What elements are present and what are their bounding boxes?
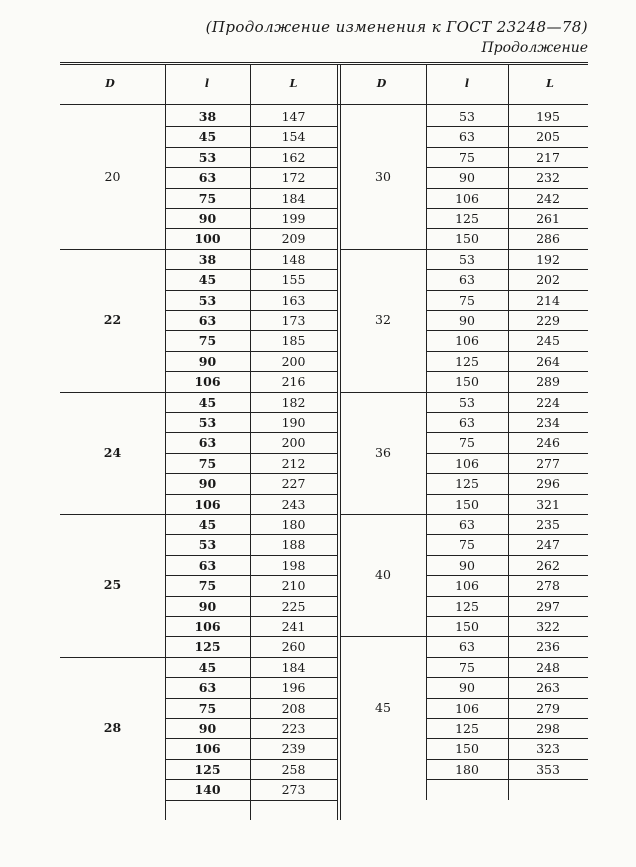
row-rule bbox=[165, 718, 337, 719]
cell-l-large: 217 bbox=[536, 149, 560, 165]
cell-l-small: 75 bbox=[459, 292, 475, 308]
row-rule bbox=[165, 432, 337, 433]
cell-l-large: 172 bbox=[281, 170, 306, 186]
cell-l-large: 321 bbox=[536, 496, 560, 512]
group-rule bbox=[60, 392, 165, 393]
cell-l-small: 45 bbox=[198, 129, 217, 145]
cell-l-small: 63 bbox=[198, 313, 217, 328]
cell-l-large: 322 bbox=[536, 619, 560, 634]
cell-l-large: 223 bbox=[281, 721, 306, 736]
cell-l-small: 90 bbox=[459, 313, 475, 328]
d-value-left: 20 bbox=[104, 169, 121, 185]
cell-l-large: 279 bbox=[536, 700, 560, 716]
row-rule bbox=[426, 718, 588, 719]
cell-l-large: 323 bbox=[536, 741, 560, 757]
row-rule bbox=[426, 412, 588, 413]
row-rule bbox=[426, 596, 588, 597]
cell-l-large: 163 bbox=[281, 292, 306, 308]
row-rule bbox=[426, 636, 588, 637]
header-l-large-left: L bbox=[289, 77, 298, 90]
cell-l-large: 264 bbox=[536, 353, 560, 369]
cell-l-large: 184 bbox=[281, 190, 306, 206]
row-rule bbox=[426, 677, 588, 678]
cell-l-large: 212 bbox=[281, 455, 306, 471]
cell-l-small: 75 bbox=[198, 190, 217, 206]
d-value-left: 25 bbox=[103, 577, 122, 593]
cell-l-large: 202 bbox=[536, 272, 560, 288]
cell-l-large: 297 bbox=[536, 598, 560, 614]
d-value-right: 30 bbox=[375, 169, 391, 185]
group-rule bbox=[340, 249, 426, 250]
cell-l-large: 209 bbox=[281, 231, 306, 247]
cell-l-small: 125 bbox=[194, 639, 221, 655]
cell-l-large: 239 bbox=[281, 741, 306, 757]
cell-l-small: 38 bbox=[198, 251, 217, 267]
row-rule bbox=[165, 188, 337, 189]
continued-label: Продолжение bbox=[481, 40, 588, 56]
cell-l-small: 150 bbox=[455, 496, 479, 512]
row-rule bbox=[426, 208, 588, 209]
row-rule bbox=[165, 657, 337, 658]
row-rule bbox=[426, 310, 588, 311]
d-value-right: 36 bbox=[375, 444, 391, 460]
row-rule bbox=[426, 759, 588, 760]
cell-l-small: 75 bbox=[459, 659, 475, 675]
row-rule bbox=[165, 228, 337, 229]
cell-l-large: 200 bbox=[281, 435, 306, 451]
top-rule bbox=[60, 62, 588, 63]
row-rule bbox=[426, 330, 588, 331]
d-value-right: 32 bbox=[375, 312, 391, 328]
cell-l-small: 106 bbox=[194, 374, 221, 390]
cell-l-small: 125 bbox=[455, 598, 479, 614]
cell-l-large: 199 bbox=[281, 211, 306, 226]
row-rule bbox=[426, 494, 588, 495]
cell-l-large: 182 bbox=[281, 394, 306, 410]
d-value-left: 22 bbox=[103, 312, 122, 328]
row-rule bbox=[426, 534, 588, 535]
cell-l-large: 232 bbox=[536, 170, 560, 186]
row-rule bbox=[165, 453, 337, 454]
d-value-right: 40 bbox=[375, 567, 391, 583]
cell-l-small: 100 bbox=[194, 231, 221, 247]
cell-l-small: 90 bbox=[198, 721, 217, 736]
row-rule bbox=[165, 167, 337, 168]
cell-l-large: 227 bbox=[281, 476, 306, 492]
cell-l-small: 90 bbox=[198, 476, 217, 492]
cell-l-small: 45 bbox=[198, 659, 217, 675]
d-value-left: 28 bbox=[103, 720, 122, 736]
cell-l-large: 192 bbox=[536, 251, 560, 267]
row-rule bbox=[426, 432, 588, 433]
cell-l-large: 353 bbox=[536, 761, 560, 777]
cell-l-large: 184 bbox=[281, 659, 306, 675]
row-rule bbox=[426, 167, 588, 168]
row-rule bbox=[165, 779, 337, 780]
row-rule bbox=[165, 494, 337, 495]
cell-l-small: 63 bbox=[198, 557, 217, 573]
row-rule bbox=[426, 657, 588, 658]
cell-l-small: 75 bbox=[198, 333, 217, 349]
cell-l-small: 53 bbox=[198, 292, 217, 308]
cell-l-small: 180 bbox=[455, 761, 479, 777]
row-rule bbox=[165, 636, 337, 637]
vrule-divider-a bbox=[337, 64, 338, 820]
cell-l-small: 53 bbox=[198, 149, 217, 165]
cell-l-small: 63 bbox=[459, 272, 475, 288]
cell-l-small: 53 bbox=[198, 415, 217, 430]
group-rule bbox=[60, 514, 165, 515]
cell-l-small: 106 bbox=[455, 700, 479, 716]
cell-l-large: 248 bbox=[536, 659, 560, 675]
cell-l-small: 53 bbox=[459, 251, 475, 267]
cell-l-small: 90 bbox=[198, 211, 217, 226]
row-rule bbox=[165, 698, 337, 699]
header-l-small-right: l bbox=[464, 77, 470, 90]
cell-l-small: 75 bbox=[198, 455, 217, 471]
cell-l-large: 263 bbox=[536, 680, 560, 696]
row-rule bbox=[426, 514, 588, 515]
row-rule bbox=[165, 208, 337, 209]
cell-l-large: 241 bbox=[281, 619, 306, 634]
cell-l-small: 53 bbox=[198, 537, 217, 553]
cell-l-small: 125 bbox=[194, 761, 221, 777]
row-rule bbox=[426, 779, 588, 780]
row-rule bbox=[165, 677, 337, 678]
cell-l-large: 242 bbox=[536, 190, 560, 206]
row-rule bbox=[426, 269, 588, 270]
cell-l-large: 208 bbox=[281, 700, 306, 716]
header-l-large-right: L bbox=[546, 77, 554, 90]
cell-l-large: 185 bbox=[281, 333, 306, 349]
cell-l-large: 188 bbox=[281, 537, 306, 553]
row-rule bbox=[165, 555, 337, 556]
row-rule bbox=[426, 575, 588, 576]
cell-l-small: 106 bbox=[455, 455, 479, 471]
row-rule bbox=[426, 473, 588, 474]
cell-l-small: 106 bbox=[455, 578, 479, 594]
cell-l-small: 106 bbox=[194, 741, 221, 757]
cell-l-small: 140 bbox=[194, 782, 221, 798]
cell-l-small: 90 bbox=[198, 598, 217, 614]
cell-l-small: 53 bbox=[459, 109, 475, 124]
row-rule bbox=[165, 759, 337, 760]
cell-l-large: 224 bbox=[536, 394, 560, 410]
row-rule bbox=[426, 616, 588, 617]
row-rule bbox=[165, 310, 337, 311]
cell-l-small: 106 bbox=[194, 496, 221, 512]
cell-l-small: 125 bbox=[455, 476, 479, 492]
cell-l-large: 296 bbox=[536, 476, 560, 492]
cell-l-large: 205 bbox=[536, 129, 560, 145]
cell-l-large: 278 bbox=[536, 578, 560, 594]
cell-l-large: 298 bbox=[536, 721, 560, 736]
cell-l-large: 190 bbox=[281, 415, 306, 430]
cell-l-large: 236 bbox=[536, 639, 560, 655]
cell-l-small: 75 bbox=[198, 578, 217, 594]
cell-l-small: 63 bbox=[459, 129, 475, 145]
cell-l-large: 234 bbox=[536, 415, 560, 430]
cell-l-large: 180 bbox=[281, 517, 306, 532]
row-rule bbox=[426, 126, 588, 127]
cell-l-small: 63 bbox=[198, 435, 217, 451]
cell-l-large: 260 bbox=[281, 639, 306, 655]
d-value-right: 45 bbox=[375, 699, 391, 715]
row-rule bbox=[426, 147, 588, 148]
row-rule bbox=[165, 738, 337, 739]
row-rule bbox=[165, 392, 337, 393]
cell-l-small: 63 bbox=[198, 170, 217, 186]
cell-l-small: 75 bbox=[198, 700, 217, 716]
cell-l-large: 258 bbox=[281, 761, 306, 777]
row-rule bbox=[165, 330, 337, 331]
cell-l-small: 45 bbox=[198, 517, 217, 532]
cell-l-large: 289 bbox=[536, 374, 560, 390]
cell-l-small: 75 bbox=[459, 435, 475, 451]
cell-l-large: 210 bbox=[281, 578, 306, 594]
cell-l-large: 200 bbox=[281, 353, 306, 369]
cell-l-large: 198 bbox=[281, 557, 306, 573]
row-rule bbox=[426, 392, 588, 393]
row-rule bbox=[165, 290, 337, 291]
cell-l-large: 229 bbox=[536, 313, 560, 328]
cell-l-large: 247 bbox=[536, 537, 560, 553]
cell-l-small: 63 bbox=[459, 415, 475, 430]
group-rule bbox=[60, 249, 165, 250]
row-rule bbox=[426, 290, 588, 291]
cell-l-large: 147 bbox=[281, 109, 306, 124]
cell-l-small: 45 bbox=[198, 272, 217, 288]
group-rule bbox=[340, 636, 426, 637]
cell-l-large: 214 bbox=[536, 292, 560, 308]
cell-l-large: 262 bbox=[536, 557, 560, 573]
cell-l-small: 150 bbox=[455, 231, 479, 247]
row-rule bbox=[165, 147, 337, 148]
cell-l-small: 63 bbox=[198, 680, 217, 696]
cell-l-small: 150 bbox=[455, 619, 479, 634]
cell-l-large: 277 bbox=[536, 455, 560, 471]
group-rule bbox=[340, 392, 426, 393]
cell-l-small: 45 bbox=[198, 394, 217, 410]
group-rule bbox=[60, 657, 165, 658]
row-rule bbox=[165, 249, 337, 250]
cell-l-large: 286 bbox=[536, 231, 560, 247]
cell-l-large: 261 bbox=[536, 211, 560, 226]
cell-l-small: 125 bbox=[455, 353, 479, 369]
d-value-left: 24 bbox=[103, 444, 122, 460]
cell-l-small: 90 bbox=[459, 680, 475, 696]
cell-l-large: 173 bbox=[281, 313, 306, 328]
row-rule bbox=[426, 249, 588, 250]
cell-l-large: 148 bbox=[281, 251, 306, 267]
row-rule bbox=[165, 351, 337, 352]
group-rule bbox=[340, 514, 426, 515]
row-rule bbox=[165, 473, 337, 474]
header-d-left: D bbox=[105, 77, 115, 90]
cell-l-small: 90 bbox=[198, 353, 217, 369]
cell-l-large: 225 bbox=[281, 598, 306, 614]
row-rule bbox=[165, 616, 337, 617]
row-rule bbox=[426, 453, 588, 454]
continuation-note: (Продолжение изменения к ГОСТ 23248—78) bbox=[205, 18, 588, 36]
cell-l-small: 150 bbox=[455, 374, 479, 390]
cell-l-small: 38 bbox=[198, 109, 217, 124]
cell-l-small: 63 bbox=[459, 517, 475, 532]
cell-l-large: 235 bbox=[536, 517, 560, 532]
cell-l-small: 90 bbox=[459, 557, 475, 573]
row-rule bbox=[165, 371, 337, 372]
header-l-small-left: l bbox=[204, 77, 210, 90]
row-rule bbox=[426, 228, 588, 229]
cell-l-small: 106 bbox=[455, 333, 479, 349]
header-d-right: D bbox=[376, 77, 387, 90]
row-rule bbox=[165, 596, 337, 597]
row-rule bbox=[426, 371, 588, 372]
row-rule bbox=[165, 800, 337, 801]
row-rule bbox=[426, 351, 588, 352]
row-rule bbox=[165, 534, 337, 535]
cell-l-small: 75 bbox=[459, 149, 475, 165]
cell-l-small: 125 bbox=[455, 721, 479, 736]
row-rule bbox=[426, 188, 588, 189]
cell-l-small: 150 bbox=[455, 741, 479, 757]
cell-l-small: 125 bbox=[455, 211, 479, 226]
cell-l-small: 63 bbox=[459, 639, 475, 655]
cell-l-small: 53 bbox=[459, 394, 475, 410]
row-rule bbox=[165, 412, 337, 413]
cell-l-large: 245 bbox=[536, 333, 560, 349]
cell-l-small: 75 bbox=[459, 537, 475, 553]
cell-l-large: 154 bbox=[281, 129, 306, 145]
row-rule bbox=[426, 555, 588, 556]
cell-l-small: 106 bbox=[455, 190, 479, 206]
cell-l-large: 246 bbox=[536, 435, 560, 451]
cell-l-large: 162 bbox=[281, 149, 306, 165]
row-rule bbox=[426, 738, 588, 739]
cell-l-small: 106 bbox=[194, 619, 221, 634]
row-rule bbox=[165, 514, 337, 515]
cell-l-large: 216 bbox=[281, 374, 306, 390]
cell-l-large: 155 bbox=[281, 272, 306, 288]
row-rule bbox=[165, 126, 337, 127]
row-rule bbox=[165, 269, 337, 270]
row-rule bbox=[426, 698, 588, 699]
cell-l-large: 195 bbox=[536, 109, 560, 124]
cell-l-large: 243 bbox=[281, 496, 306, 512]
cell-l-large: 196 bbox=[281, 680, 306, 696]
row-rule bbox=[165, 575, 337, 576]
cell-l-small: 90 bbox=[459, 170, 475, 186]
cell-l-large: 273 bbox=[281, 782, 306, 798]
